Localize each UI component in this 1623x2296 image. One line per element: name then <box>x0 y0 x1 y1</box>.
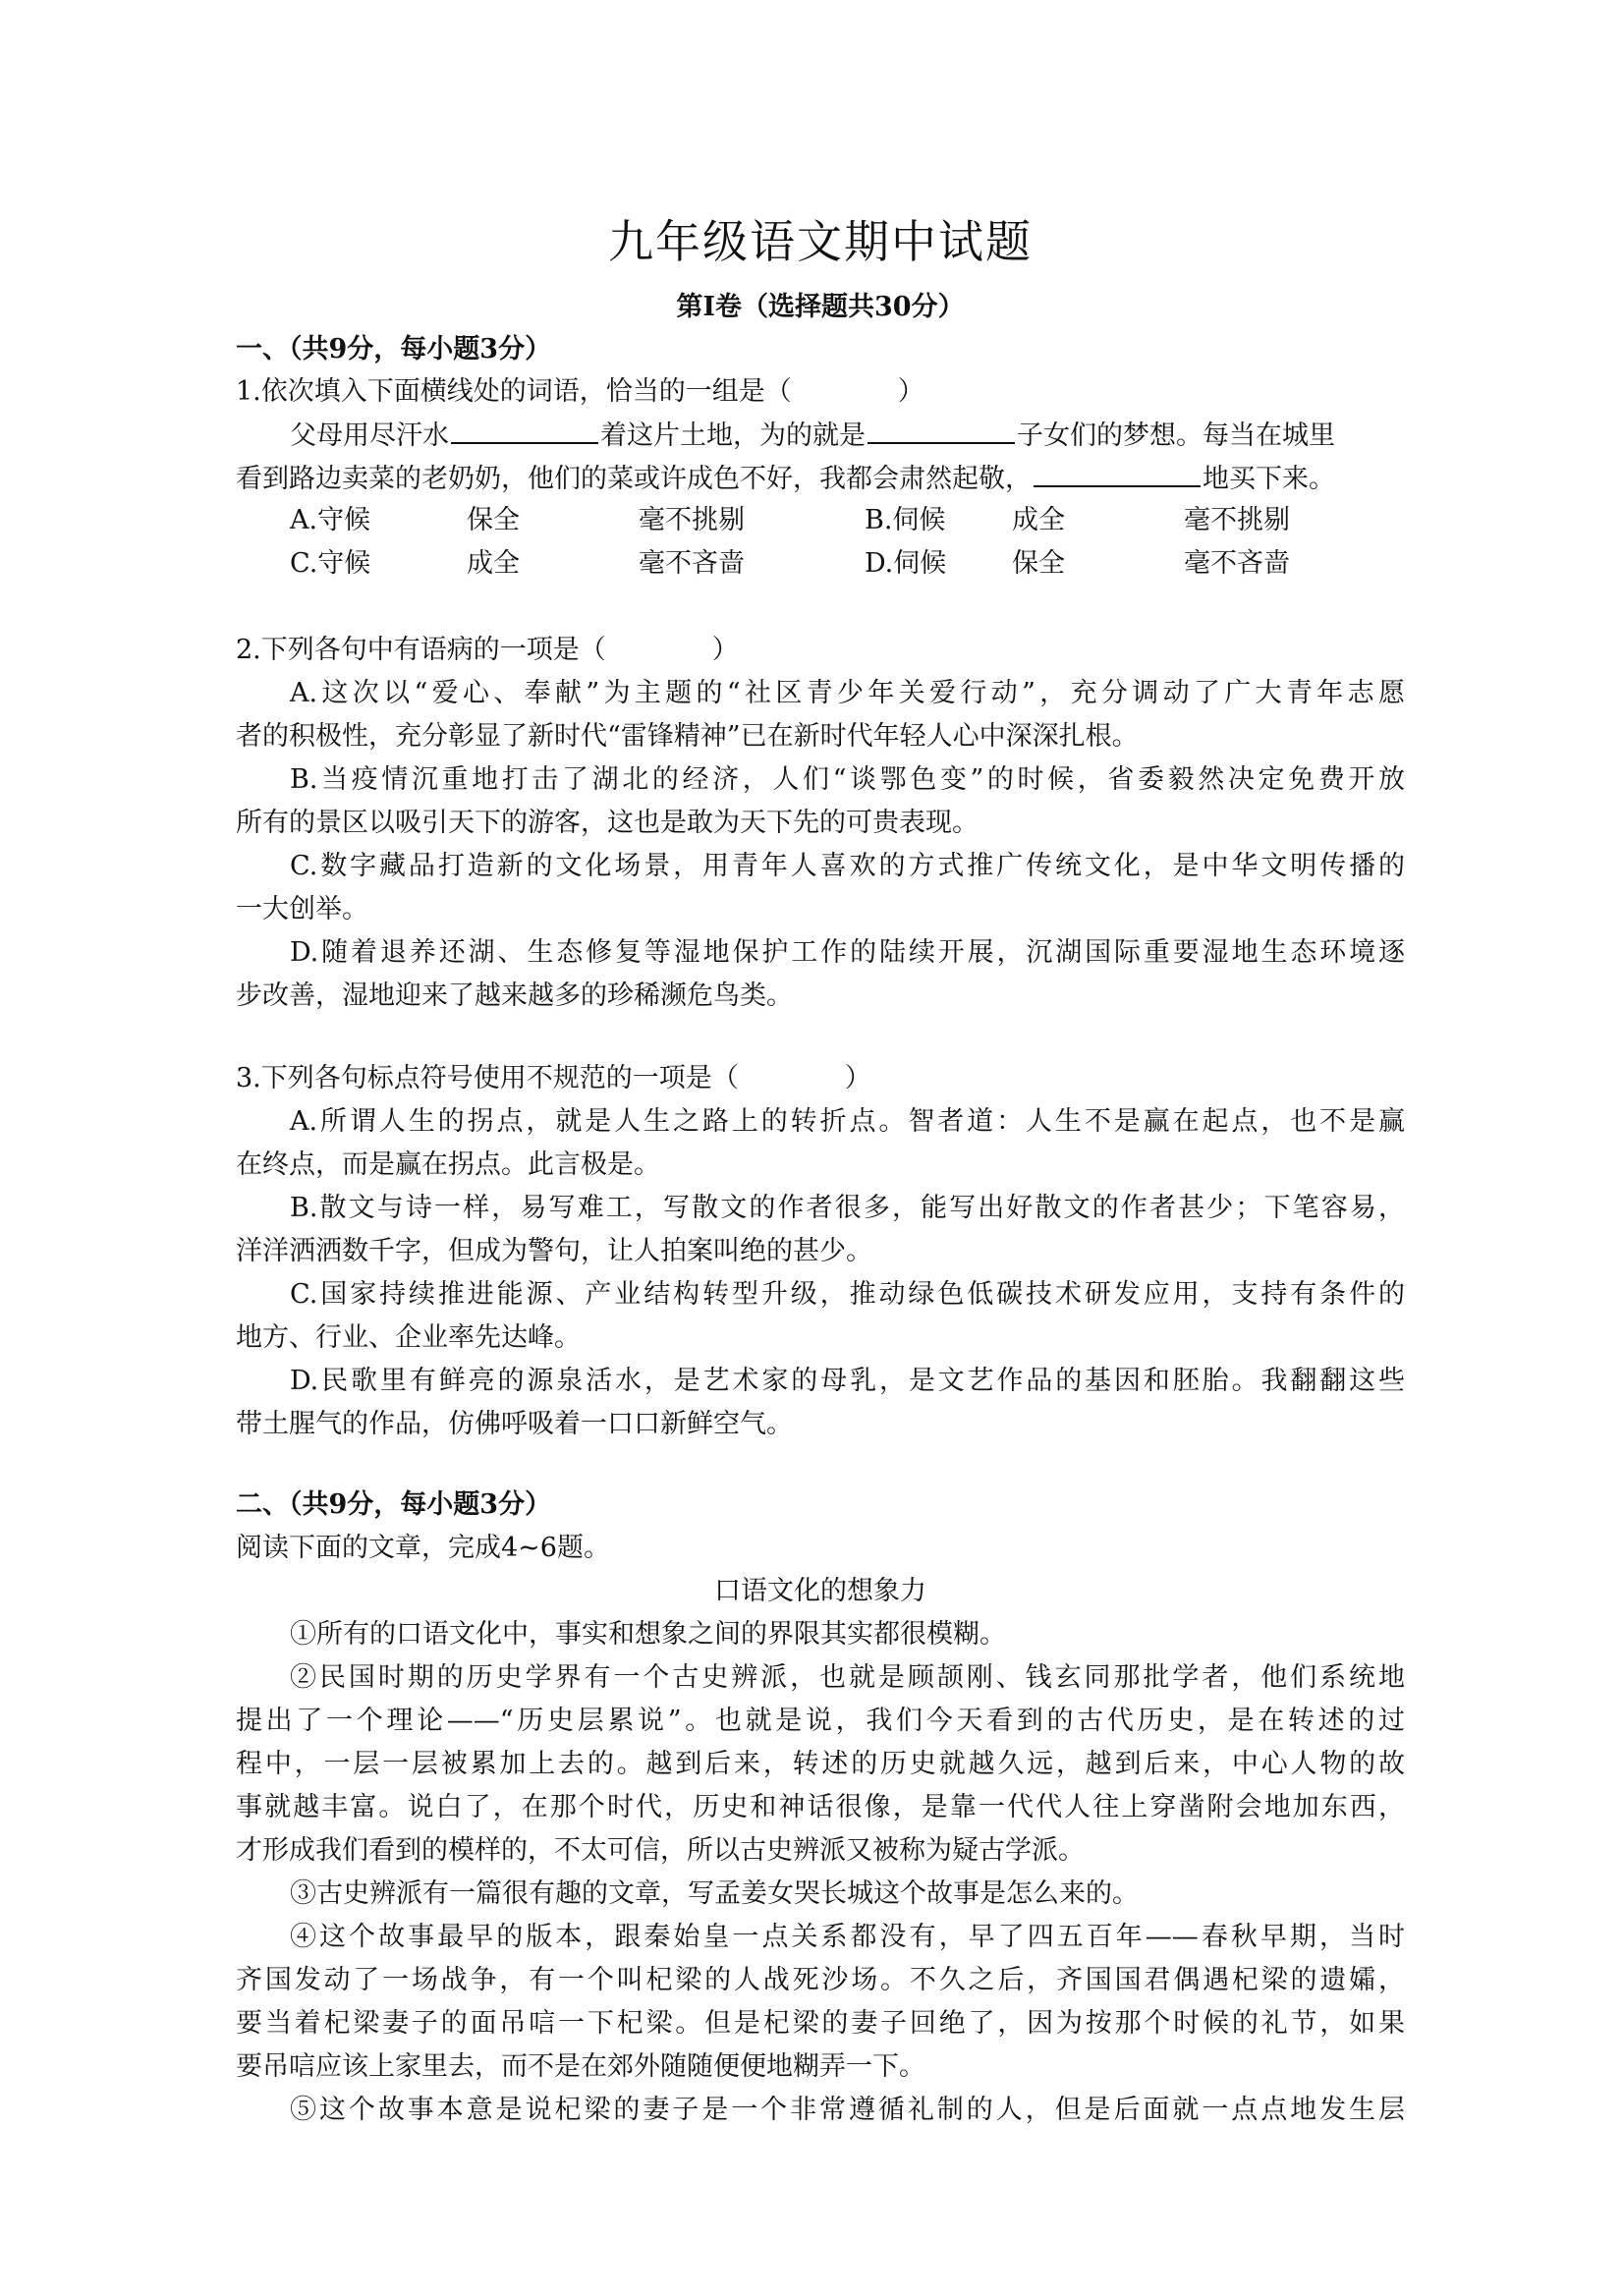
article-line-11: 要吊唁应该上家里去，而不是在郊外随随便便地糊弄一下。 <box>236 2051 925 2082</box>
q2-option-d-line1: D.随着退养还湖、生态修复等湿地保护工作的陆续开展，沉湖国际重要湿地生态环境逐 <box>290 937 1405 968</box>
q3-stem: 3.下列各句标点符号使用不规范的一项是（ ） <box>236 1063 871 1093</box>
section2-intro: 阅读下面的文章，完成4~6题。 <box>236 1533 610 1563</box>
q1-option-d-word3: 毫不吝啬 <box>1184 548 1290 579</box>
q1-stem: 1.依次填入下面横线处的词语，恰当的一组是（ ） <box>236 376 924 407</box>
article-line-2: ②民国时期的历史学界有一个古史辨派，也就是顾颉刚、钱玄同那批学者，他们系统地 <box>290 1662 1405 1693</box>
q2-stem: 2.下列各句中有语病的一项是（ ） <box>236 635 739 665</box>
q2-option-c-line1: C.数字藏品打造新的文化场景，用青年人喜欢的方式推广传统文化，是中华文明传播的 <box>290 851 1405 881</box>
article-line-6: 才形成我们看到的模样的，不太可信，所以古史辨派又被称为疑古学派。 <box>236 1835 1085 1866</box>
article-line-3: 提出了一个理论——“历史层累说”。也就是说，我们今天看到的古代历史，是在转述的过 <box>236 1706 1405 1736</box>
q1-option-b-word2: 成全 <box>1012 505 1065 535</box>
q1-option-b-word3: 毫不挑剔 <box>1184 505 1290 535</box>
q1-passage-line1 <box>290 413 1335 458</box>
q2-option-b-line2: 所有的景区以吸引天下的游客，这也是敢为天下先的可贵表现。 <box>236 808 979 838</box>
q1-option-b-label: B.伺候 <box>865 505 946 535</box>
q3-option-a-line1: A.所谓人生的拐点，就是人生之路上的转折点。智者道：人生不是赢在起点，也不是赢 <box>290 1106 1405 1137</box>
article-line-4: 程中，一层一层被累加上去的。越到后来，转述的历史就越久远，越到后来，中心人物的故 <box>236 1749 1405 1779</box>
q1-option-d-word2: 保全 <box>1012 548 1065 579</box>
q1-text-part3: 子女们的梦想。每当在城里 <box>1017 420 1335 451</box>
q1-text-part1: 父母用尽汗水 <box>290 420 449 451</box>
article-line-9: 齐国发动了一场战争，有一个叫杞梁的人战死沙场。不久之后，齐国国君偶遇杞梁的遗孀， <box>236 1965 1405 1995</box>
q3-option-d-line1: D.民歌里有鲜亮的源泉活水，是艺术家的母乳，是文艺作品的基因和胚胎。我翻翻这些 <box>290 1366 1405 1396</box>
q1-blank-2 <box>867 413 1015 444</box>
article-line-10: 要当着杞梁妻子的面吊唁一下杞梁。但是杞梁的妻子回绝了，因为按那个时候的礼节，如果 <box>236 2008 1405 2039</box>
q1-text-part5: 地买下来。 <box>1203 464 1335 494</box>
q3-option-d-line2: 带土腥气的作品，仿佛呼吸着一口口新鲜空气。 <box>236 1409 793 1439</box>
q1-option-c-word2: 成全 <box>467 548 520 579</box>
q1-option-c-label: C.守候 <box>290 548 371 579</box>
q1-blank-3 <box>1034 456 1201 487</box>
page-title: 九年级语文期中试题 <box>608 215 1033 268</box>
q3-option-b-line1: B.散文与诗一样，易写难工，写散文的作者很多，能写出好散文的作者甚少；下笔容易， <box>290 1193 1405 1223</box>
q1-passage-line2 <box>236 456 1335 501</box>
q1-option-a-word2: 保全 <box>467 505 520 535</box>
q2-option-a-line1: A.这次以“爱心、奉献”为主题的“社区青少年关爱行动”，充分调动了广大青年志愿 <box>290 678 1405 708</box>
q3-option-a-line2: 在终点，而是赢在拐点。此言极是。 <box>236 1149 660 1180</box>
q2-option-d-line2: 步改善，湿地迎来了越来越多的珍稀濒危鸟类。 <box>236 980 793 1011</box>
q2-option-a-line2: 者的积极性，充分彰显了新时代“雷锋精神”已在新时代年轻人心中深深扎根。 <box>236 721 1139 752</box>
q2-option-b-line1: B.当疫情沉重地打击了湖北的经济，人们“谈鄂色变”的时候，省委毅然决定免费开放 <box>290 764 1405 795</box>
article-line-5: 事就越丰富。说白了，在那个时代，历史和神话很像，是靠一代代人往上穿凿附会地加东西， <box>236 1792 1405 1822</box>
q3-option-c-line2: 地方、行业、企业率先达峰。 <box>236 1322 581 1353</box>
q1-option-a-word3: 毫不挑剔 <box>639 505 745 535</box>
page-subtitle: 第Ⅰ卷（选择题共30分） <box>676 292 965 322</box>
article-line-8: ④这个故事最早的版本，跟秦始皇一点关系都没有，早了四五百年——春秋早期，当时 <box>290 1922 1405 1952</box>
section2-heading: 二、（共9分，每小题3分） <box>236 1489 552 1520</box>
section1-heading: 一、（共9分，每小题3分） <box>236 334 552 364</box>
q1-option-a-label: A.守候 <box>290 505 371 535</box>
q1-option-d-label: D.伺候 <box>865 548 947 579</box>
q1-option-c-word3: 毫不吝啬 <box>639 548 745 579</box>
q3-option-c-line1: C.国家持续推进能源、产业结构转型升级，推动绿色低碳技术研发应用，支持有条件的 <box>290 1279 1405 1310</box>
article-line-1: ①所有的口语文化中，事实和想象之间的界限其实都很模糊。 <box>290 1619 1006 1650</box>
q3-option-b-line2: 洋洋洒洒数千字，但成为警句，让人拍案叫绝的甚少。 <box>236 1236 872 1266</box>
q1-text-part4: 看到路边卖菜的老奶奶，他们的菜或许成色不好，我都会肃然起敬， <box>236 464 1032 494</box>
q2-option-c-line2: 一大创举。 <box>236 894 368 924</box>
q1-text-part2: 着这片土地，为的就是 <box>600 420 866 451</box>
article-title: 口语文化的想象力 <box>714 1576 926 1606</box>
q1-blank-1 <box>451 413 598 444</box>
article-line-12: ⑤这个故事本意是说杞梁的妻子是一个非常遵循礼制的人，但是后面就一点点地发生层 <box>290 2095 1405 2125</box>
article-line-7: ③古史辨派有一篇很有趣的文章，写孟姜女哭长城这个故事是怎么来的。 <box>290 1878 1139 1909</box>
